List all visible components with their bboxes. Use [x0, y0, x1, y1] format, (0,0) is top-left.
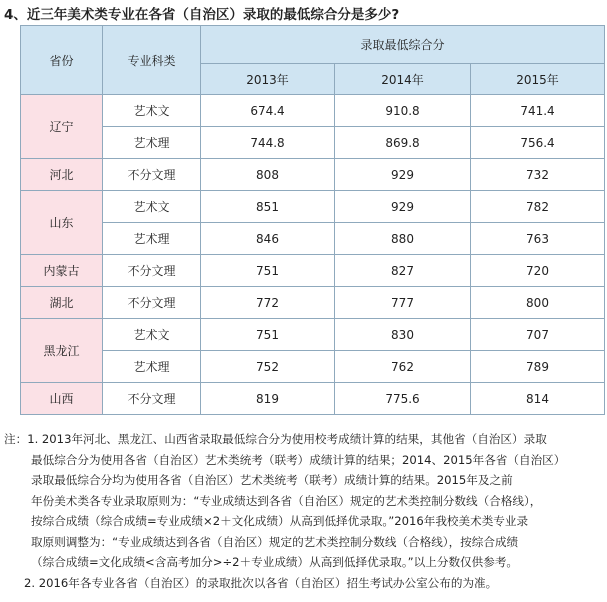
header-subject: 专业科类: [103, 26, 201, 95]
table-row: [21, 287, 605, 319]
note-line: 按综合成绩（综合成绩=专业成绩×2＋文化成绩）从高到低择优录取。”2016年我校美术类专业录: [31, 514, 529, 528]
province-cell: 辽宁: [21, 95, 103, 159]
score-cell: 744.8: [201, 127, 335, 159]
score-cell: 827: [335, 255, 471, 287]
score-cell: 819: [201, 383, 335, 415]
score-cell: 880: [335, 223, 471, 255]
score-cell: 846: [201, 223, 335, 255]
header-score-group: 录取最低综合分: [201, 26, 605, 64]
subject-cell: 艺术理: [103, 127, 201, 159]
score-cell: 929: [335, 159, 471, 191]
table-row: [21, 383, 605, 415]
score-cell: 814: [471, 383, 605, 415]
score-cell: 732: [471, 159, 605, 191]
subject-cell: 艺术理: [103, 223, 201, 255]
page-title: 4、近三年美术类专业在各省（自治区）录取的最低综合分是多少?: [4, 7, 400, 23]
table-row: [21, 127, 605, 159]
score-cell: 763: [471, 223, 605, 255]
score-cell: 775.6: [335, 383, 471, 415]
note-line: 取原则调整为：“专业成绩达到各省（自治区）规定的艺术类控制分数线（合格线），按综合成绩: [31, 534, 519, 549]
subject-cell: 艺术文: [103, 95, 201, 127]
footnotes: [4, 429, 604, 593]
score-cell: 869.8: [335, 127, 471, 159]
table-row: [21, 95, 605, 127]
subject-cell: 不分文理: [103, 159, 201, 191]
score-cell: 910.8: [335, 95, 471, 127]
score-cell: 707: [471, 319, 605, 351]
header-year-2013: 2013年: [201, 64, 335, 95]
header-province: 省份: [21, 26, 103, 95]
table-row: [21, 351, 605, 383]
province-cell: 河北: [21, 159, 103, 191]
province-cell: 山东: [21, 191, 103, 255]
score-cell: 782: [471, 191, 605, 223]
subject-cell: 不分文理: [103, 383, 201, 415]
province-cell: 黑龙江: [21, 319, 103, 383]
score-cell: 929: [335, 191, 471, 223]
note-line: 注：1. 2013年河北、黑龙江、山西省录取最低综合分为使用校考成绩计算的结果，其他省（自治区）录取: [4, 432, 547, 446]
score-cell: 752: [201, 351, 335, 383]
score-cell: 762: [335, 351, 471, 383]
score-cell: 851: [201, 191, 335, 223]
table-row: [21, 191, 605, 223]
score-cell: 772: [201, 287, 335, 319]
subject-cell: 艺术理: [103, 351, 201, 383]
note-line: 最低综合分为使用各省（自治区）艺术类统考（联考）成绩计算的结果；2014、2015年各省（自治区）: [31, 452, 566, 467]
table-row: [21, 223, 605, 255]
note-line: 2. 2016年各专业各省（自治区）的录取批次以各省（自治区）招生考试办公室公布的为准。: [24, 575, 498, 590]
score-table: [20, 25, 605, 415]
subject-cell: 不分文理: [103, 287, 201, 319]
province-cell: 山西: [21, 383, 103, 415]
header-year-2014: 2014年: [335, 64, 471, 95]
score-cell: 674.4: [201, 95, 335, 127]
subject-cell: 艺术文: [103, 191, 201, 223]
subject-cell: 不分文理: [103, 255, 201, 287]
province-cell: 内蒙古: [21, 255, 103, 287]
table-header: [21, 26, 605, 95]
subject-cell: 艺术文: [103, 319, 201, 351]
header-year-2015: 2015年: [471, 64, 605, 95]
score-cell: 808: [201, 159, 335, 191]
table-row: [21, 319, 605, 351]
score-cell: 800: [471, 287, 605, 319]
score-cell: 751: [201, 255, 335, 287]
note-line: 年份美术类各专业录取原则为：“专业成绩达到各省（自治区）规定的艺术类控制分数线（合格线），: [31, 493, 542, 508]
score-cell: 830: [335, 319, 471, 351]
score-cell: 751: [201, 319, 335, 351]
table-row: [21, 255, 605, 287]
score-cell: 720: [471, 255, 605, 287]
score-cell: 741.4: [471, 95, 605, 127]
province-cell: 湖北: [21, 287, 103, 319]
note-line: 录取最低综合分均为使用各省（自治区）艺术类统考（联考）成绩计算的结果。2015年及之前: [31, 473, 513, 487]
score-cell: 789: [471, 351, 605, 383]
score-cell: 756.4: [471, 127, 605, 159]
score-cell: 777: [335, 287, 471, 319]
note-line: （综合成绩=文化成绩<含高考加分>÷2＋专业成绩）从高到低择优录取。”以上分数仅供参考。: [31, 555, 519, 569]
table-row: [21, 159, 605, 191]
